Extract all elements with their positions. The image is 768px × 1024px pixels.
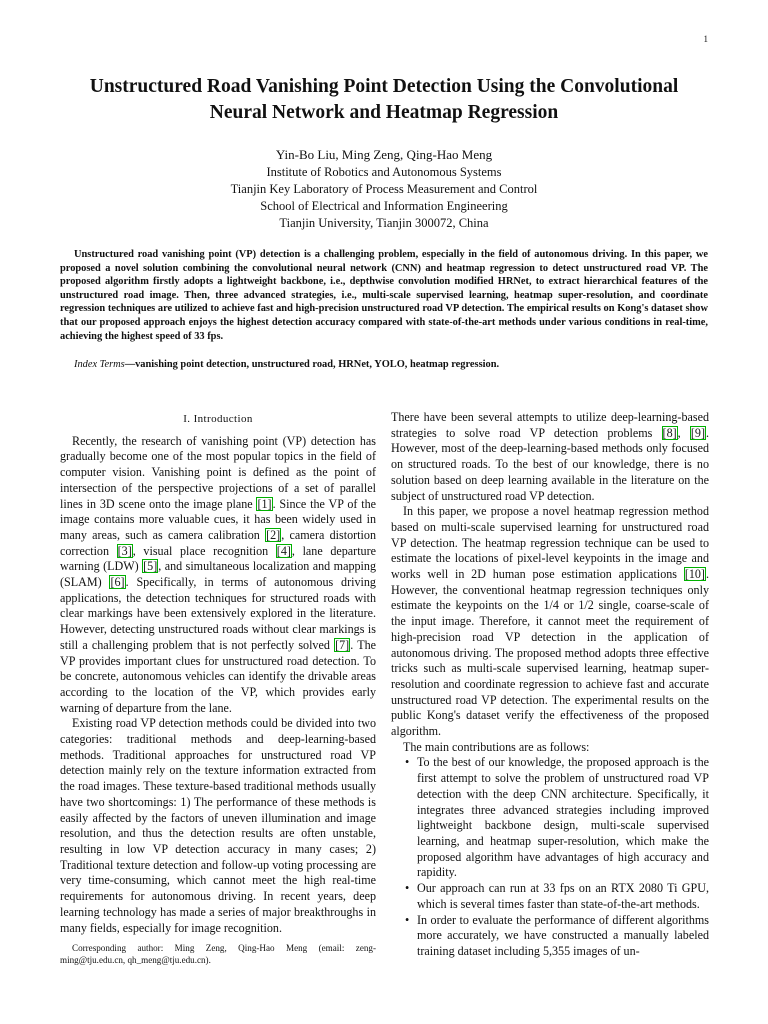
- citation-link[interactable]: [8]: [662, 425, 677, 440]
- citation-link[interactable]: [3]: [117, 543, 132, 558]
- author-names: Yin-Bo Liu, Ming Zeng, Qing-Hao Meng: [275, 147, 493, 162]
- citation-link[interactable]: [7]: [335, 637, 350, 652]
- citation-link[interactable]: [4]: [276, 543, 291, 558]
- affiliation-line: School of Electrical and Information Engineering: [260, 199, 508, 213]
- index-terms: [60, 358, 708, 372]
- left-column: [60, 410, 376, 936]
- citation-link[interactable]: [2]: [266, 527, 281, 542]
- index-terms-label: Index Terms: [74, 359, 125, 370]
- citation-link[interactable]: [6]: [110, 575, 125, 590]
- intro-paragraph-5: The main contributions are as follows:: [403, 739, 590, 754]
- contributions-list: [391, 755, 709, 959]
- author-block: [60, 146, 708, 232]
- affiliation-line: Institute of Robotics and Autonomous Systems: [266, 165, 502, 179]
- right-column: [391, 410, 709, 960]
- intro-paragraph-2: Existing road VP detection methods could be divided into two categories: traditional methods and deep-learning-based methods. Traditional approaches for unstructured road VP detection mainly rely on the texture information extracted from the road images. These texture-based traditional methods usually have two shortcomings: 1) The performance of these methods is easily affected by the factors of uneven illumination and image resolution, and thus the detection results are often unstable, resulting in low VP detection accuracy in many cases; 2) Traditional texture detection and follow-up voting processing are very time-consuming, which cannot meet the high real-time requirements for autonomous driving. In recent years, deep learning technology has made a series of major breakthroughs in many fields, especially for image recognition.: [60, 716, 376, 935]
- intro-paragraph-3: There have been several attempts to utilize deep-learning-based strategies to solve road VP detection problems [8], [9]. However, most of the deep-learning-based methods only focused on structured roads. To the best of our knowledge, there is no solution based on deep learning available in the literature on the subject of unstructured road VP detection.: [391, 410, 710, 503]
- citation-link[interactable]: [1]: [257, 496, 272, 511]
- citation-link[interactable]: [9]: [690, 425, 705, 440]
- corresponding-author-footnote: Corresponding author: Ming Zeng, Qing-Hao Meng (email: zeng-ming@tju.edu.cn, qh_meng@tju.edu.cn).: [60, 943, 376, 965]
- citation-link[interactable]: [5]: [143, 559, 158, 574]
- index-terms-text: —vanishing point detection, unstructured road, HRNet, YOLO, heatmap regression.: [124, 359, 500, 370]
- intro-paragraph-1: Recently, the research of vanishing point (VP) detection has gradually become one of the most popular topics in the field of computer vision. Vanishing point is defined as the point of intersection of the perspective projections of a set of parallel lines in 3D scene onto the image plane [1]. Since the VP of the image contains more valuable cues, it has been widely used in many areas, such as camera calibration [2], camera distortion correction [3], visual place recognition [4], lane departure warning (LDW) [5], and simultaneous localization and mapping (SLAM) [6]. Specifically, in terms of autonomous driving applications, the detection techniques for structured roads with clear markings have been extensively explored in the literature. However, detecting unstructured roads without clear markings is still a challenging problem that is not perfectly solved [7]. The VP provides important clues for unstructured road detection. To be concrete, autonomous vehicles can identify the drivable areas according to the location of the VP, which provides early warning of departure from the lane.: [60, 433, 376, 715]
- section-heading: I. Introduction: [183, 413, 253, 425]
- affiliation-line: Tianjin Key Laboratory of Process Measurement and Control: [230, 182, 538, 196]
- page-number: 1: [703, 34, 708, 44]
- contribution-item: • In order to evaluate the performance of different algorithms more accurately, we have constructed a manually labeled training dataset including 5,355 images of un-: [405, 913, 709, 960]
- citation-link[interactable]: [10]: [684, 567, 705, 582]
- paper-title: Unstructured Road Vanishing Point Detection Using the Convolutional Neural Network and Heatmap Regression: [89, 76, 679, 123]
- contribution-item: • Our approach can run at 33 fps on an RTX 2080 Ti GPU, which is several times faster than state-of-the-art methods.: [405, 881, 709, 912]
- contribution-item: • To the best of our knowledge, the proposed approach is the first attempt to solve the problem of unstructured road VP detection with the deep CNN architecture. Specifically, it integrates three advanced strategies including improved lightweight backbone design, multi-scale supervised learning, and heatmap super-resolution, which make the proposed algorithm have advantages of high accuracy and rapidity.: [405, 755, 709, 881]
- affiliation-line: Tianjin University, Tianjin 300072, China: [279, 216, 489, 230]
- abstract: Unstructured road vanishing point (VP) detection is a challenging problem, especially in the field of autonomous driving. In this paper, we proposed a novel solution combining the convolutional neural network (CNN) and heatmap regression to detect unstructured road VP. The proposed algorithm firstly adopts a lightweight backbone, i.e., depthwise convolution modified HRNet, to extract hierarchical features of the unstructured road image. Then, three advanced strategies, i.e., multi-scale supervised learning, heatmap super-resolution, and coordinate regression techniques are utilized to achieve fast and high-precision unstructured road VP detection. The empirical results on Kong's dataset show that our proposed approach enjoys the highest detection accuracy compared with state-of-the-art methods under various conditions in real-time, achieving the highest speed of 33 fps.: [60, 249, 708, 342]
- intro-paragraph-4: In this paper, we propose a novel heatmap regression method based on multi-scale supervised learning for unstructured road VP detection. The heatmap regression technique can be used to estimate the locations of pixel-level keypoints in the image and works well in 2D human pose estimation applications [10]. However, the conventional heatmap regression techniques only estimate the keypoints on the 1/4 or 1/2 single, coarse-scale of the input image. Therefore, it cannot meet the requirement of high-precision road VP detection in the application of autonomous driving. The proposed method adopts three effective tricks such as multi-scale supervised learning, heatmap super-resolution and coordinate regression to achieve fast and accurate unstructured road VP detection. The experimental results on the public Kong's dataset verify the effectiveness of the proposed algorithm.: [391, 504, 709, 739]
